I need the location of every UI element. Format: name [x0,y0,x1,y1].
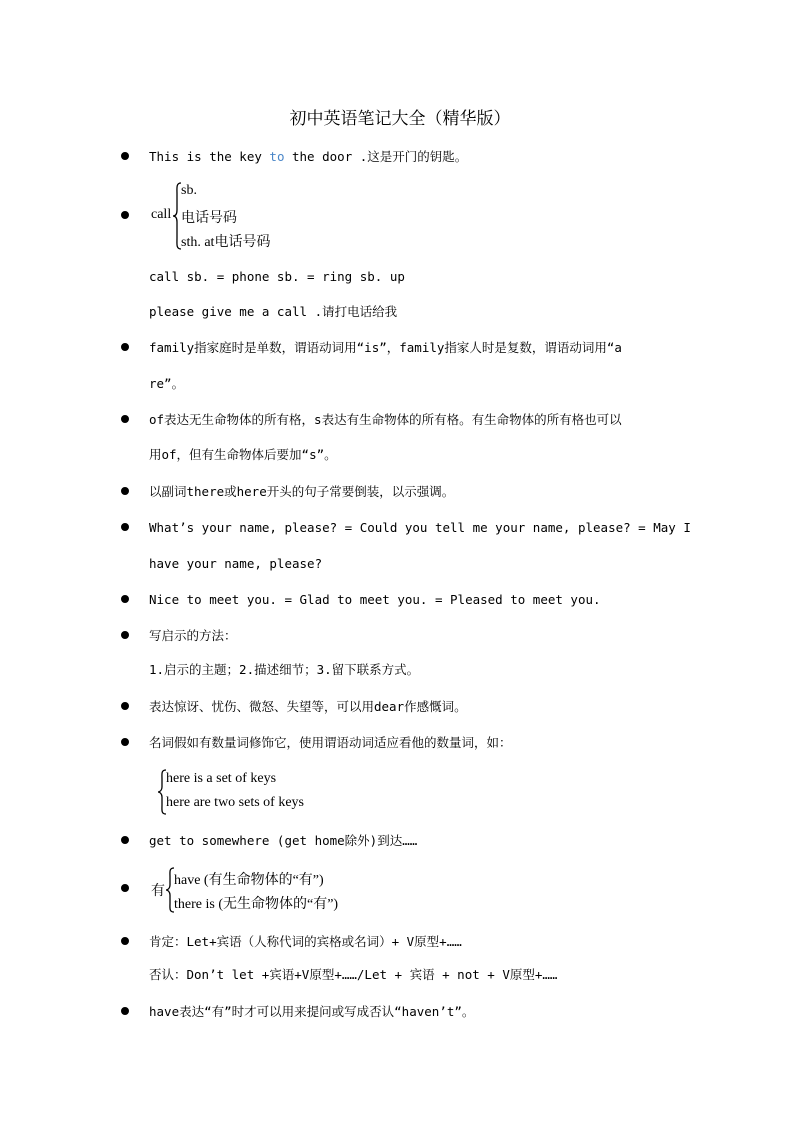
note-text: 否认：Don’t let +宾语+V原型+……/Let + 宾语 + not + V原型+…… [149,967,558,982]
bullet [121,836,129,844]
note-text: What’s your name, please? = Could you tell me your name, please? = May I [149,520,691,535]
bullet [121,211,129,219]
call-brace-group [149,180,349,252]
bullet [121,523,129,531]
brace-option: here are two sets of keys [166,795,305,810]
bullet [121,1007,129,1015]
brace-head-word: call [151,207,172,222]
note-text: have表达“有”时才可以用来提问或写成否认“haven’t”。 [149,1004,475,1019]
brace-option: sb. [181,183,197,198]
note-text: 写启示的方法： [149,628,237,643]
page-title: 初中英语笔记大全（精华版） [289,109,511,129]
note-text: call sb. = phone sb. = ring sb. up [149,269,405,284]
brace-option: here is a set of keys [166,771,277,786]
note-text: the door .这是开门的钥匙。 [284,149,468,164]
note-text: of表达无生命物体的所有格，s表达有生命物体的所有格。有生命物体的所有格也可以 [149,412,622,427]
brace-option: there is (无生命物体的“有”) [174,897,339,912]
note-text: 名词假如有数量词修饰它，使用谓语动词适应看他的数量词，如： [149,735,512,750]
brace-option: 电话号码 [181,211,237,226]
note-text: 1.启示的主题；2.描述细节；3.留下联系方式。 [149,662,420,677]
highlight-word: to [269,149,285,164]
note-text: 表达惊讶、忧伤、微怒、失望等，可以用dear作感慨词。 [149,699,467,714]
note-text: This is the key [149,149,270,164]
note-text: have your name, please? [149,556,323,571]
brace-option: have (有生命物体的“有”) [174,873,324,888]
you-brace-group [149,865,409,915]
note-text: family指家庭时是单数，谓语动词用“is”，family指家人时是复数，谓语动词用“a [149,340,622,355]
bullet [121,343,129,351]
bullet [121,631,129,639]
note-text: re”。 [149,376,185,391]
bullet [121,937,129,945]
bullet [121,415,129,423]
bullet [121,702,129,710]
note-text: please give me a call .请打电话给我 [149,304,398,319]
bullet [121,738,129,746]
note-text: 以副词there或here开头的句子常要倒装，以示强调。 [149,484,455,499]
note-text: 肯定：Let+宾语（人称代词的宾格或名词）+ V原型+…… [149,934,462,949]
bullet [121,152,129,160]
bullet [121,595,129,603]
note-text: get to somewhere (get home除外)到达…… [149,833,418,848]
brace-option: sth. at电话号码 [181,235,271,250]
note-text: 用of，但有生命物体后要加“s”。 [149,447,337,462]
note-key-door [149,148,467,166]
bullet [121,487,129,495]
bullet [121,884,129,892]
note-text: Nice to meet you. = Glad to meet you. = Pleased to meet you. [149,592,601,607]
keys-brace-group [149,767,409,817]
brace-head-word: 有 [151,884,165,899]
